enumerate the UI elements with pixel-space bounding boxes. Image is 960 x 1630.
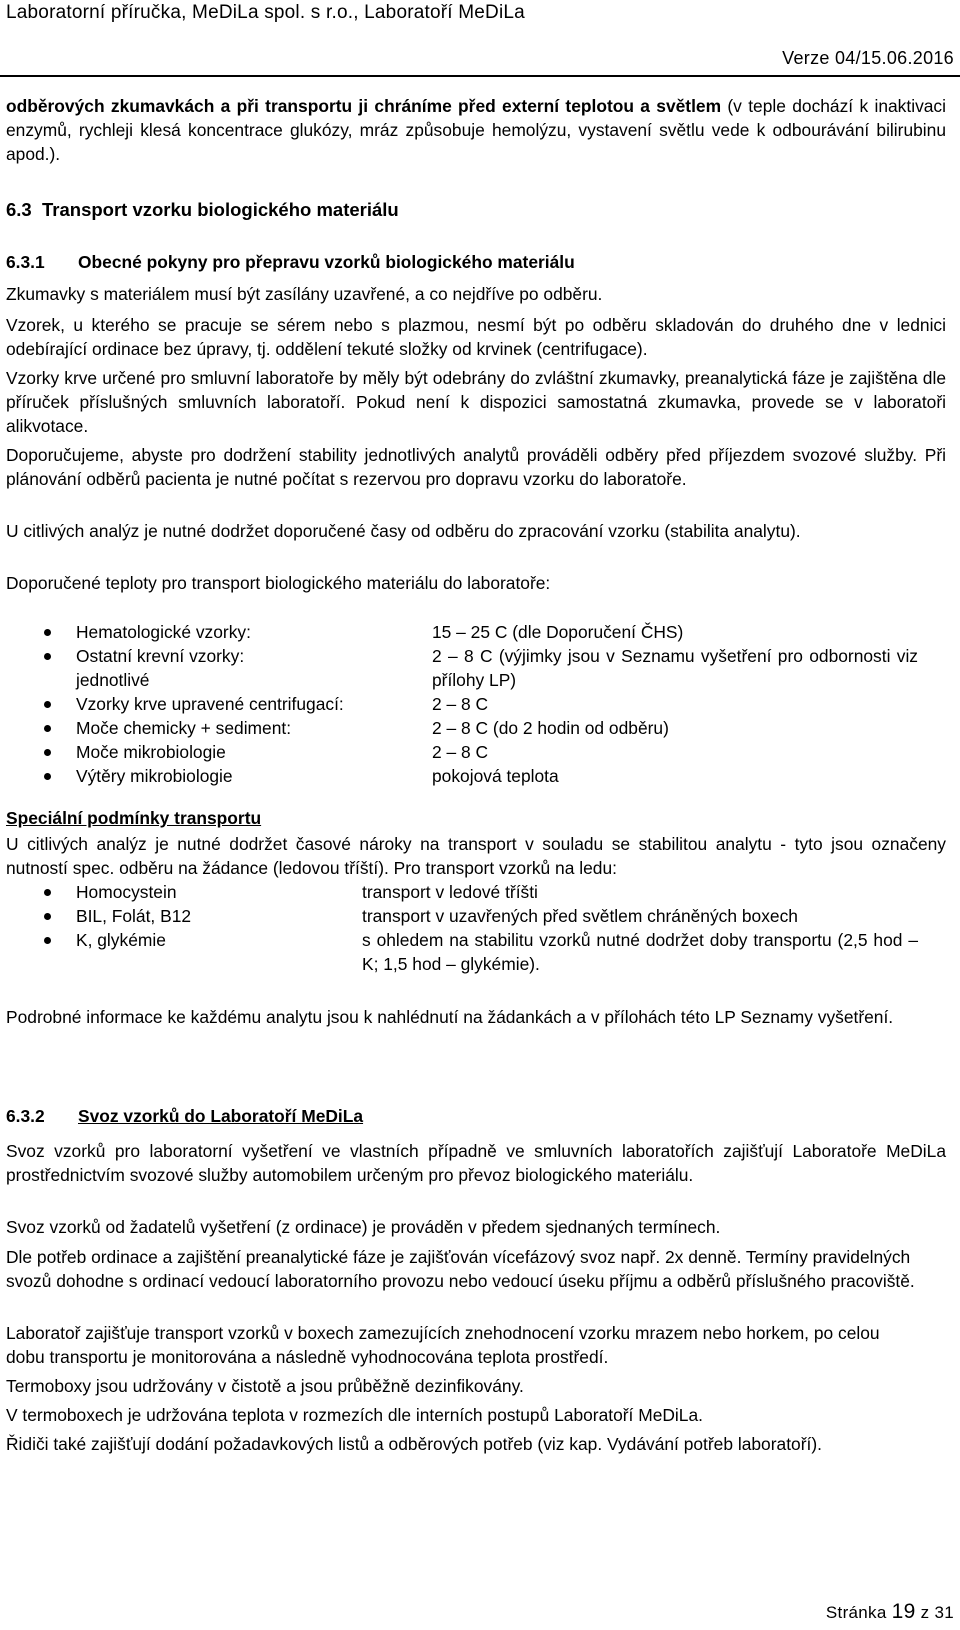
list-item-label: K, glykémie <box>76 930 166 950</box>
header-divider <box>0 75 960 77</box>
intro-bold: odběrových zkumavkách a při transportu ji chráníme před externí teplotou a světlem <box>6 96 722 116</box>
paragraph: Řidiči také zajišťují dodání požadavkových listů a odběrových potřeb (viz kap. Vydávání potřeb laboratoří). <box>6 1434 822 1454</box>
paragraph: Zkumavky s materiálem musí být zasílány uzavřené, a co nejdříve po odběru. <box>6 284 603 304</box>
list-item-label: Moče chemicky + sediment: <box>76 718 292 738</box>
paragraph: Vzorky krve určené pro smluvní laboratoře by měly být odebrány do zvláštní zkumavky, preanalytická fáze je zajištěna dle příruček příslušných smluvních laboratoří. Pokud není k dispozici samostatná zkumavka, provede se v laboratoři alikvotace. <box>6 368 946 436</box>
intro-rest: (v teple dochází k inaktivaci enzymů, rychleji klesá koncentrace glukózy, mráz způsobuje hemolýzu, vystavení světlu vede k odbourávání bilirubinu apod.). <box>6 96 946 164</box>
paragraph: U citlivých analýz je nutné dodržet doporučené časy od odběru do zpracování vzorku (stabilita analytu). <box>6 521 801 541</box>
list-item-value: transport v uzavřených před světlem chráněných boxech <box>362 906 798 926</box>
list-item-label: BIL, Folát, B12 <box>76 906 192 926</box>
list-item-value: s ohledem na stabilitu vzorků nutné dodržet doby transportu (2,5 hod – K; 1,5 hod – glykémie). <box>362 930 918 974</box>
list-item <box>0 928 946 976</box>
paragraph: U citlivých analýz je nutné dodržet časové nároky na transport v souladu se stabilitou analytu - tyto jsou označeny nutností spec. odběru na žádance (ledovou tříští). Pro transport vzorků na ledu: <box>6 834 946 878</box>
page-total: 31 <box>934 1603 954 1622</box>
section-number: 6.3.2 <box>6 1106 45 1126</box>
list-item-label: Vzorky krve upravené centrifugací: <box>76 694 344 714</box>
page-footer <box>826 1600 954 1624</box>
list-item <box>0 620 946 644</box>
list-item-value: pokojová teplota <box>432 766 559 786</box>
section-number: 6.3.1 <box>6 252 45 272</box>
bullet-icon <box>44 773 51 780</box>
list-item <box>0 716 946 740</box>
list-item-label-cont: jednotlivé <box>76 670 150 690</box>
section-title: Svoz vzorků do Laboratoří MeDiLa <box>78 1106 364 1126</box>
header-version: Verze 04/15.06.2016 <box>782 48 954 68</box>
page-number: 19 <box>891 1600 916 1623</box>
section-heading-6-3-1 <box>6 252 575 273</box>
section-number: 6.3 <box>6 199 32 220</box>
bullet-icon <box>44 653 51 660</box>
paragraph: V termoboxech je udržována teplota v rozmezích dle interních postupů Laboratoří MeDiLa. <box>6 1405 703 1425</box>
paragraph: Doporučené teploty pro transport biologického materiálu do laboratoře: <box>6 573 551 593</box>
section-title: Transport vzorku biologického materiálu <box>42 199 399 220</box>
list-item-value: 2 – 8 C <box>432 694 489 714</box>
bullet-icon <box>44 629 51 636</box>
list-item-label: Moče mikrobiologie <box>76 742 226 762</box>
list-item-label: Výtěry mikrobiologie <box>76 766 233 786</box>
paragraph: Dle potřeb ordinace a zajištění preanalytické fáze je zajišťován vícefázový svoz např. 2x denně. Termíny pravidelných svozů dohodne s ordinací vedoucí laboratorního provozu nebo vedoucí úseku příjmu a odběrů příslušného pracoviště. <box>6 1247 915 1291</box>
bullet-icon <box>44 937 51 944</box>
paragraph: Doporučujeme, abyste pro dodržení stability jednotlivých analytů prováděli odběry před příjezdem svozové služby. Při plánování odběrů pacienta je nutné počítat s rezervou pro dopravu vzorku do laboratoře. <box>6 445 946 489</box>
list-item-label: Ostatní krevní vzorky: <box>76 646 245 666</box>
paragraph: Termoboxy jsou udržovány v čistotě a jsou průběžně dezinfikovány. <box>6 1376 524 1396</box>
list-item-label: Homocystein <box>76 882 177 902</box>
footer-of: z <box>920 1603 930 1622</box>
list-item-value: transport v ledové tříšti <box>362 882 538 902</box>
paragraph: Laboratoř zajišťuje transport vzorků v boxech zamezujících znehodnocení vzorku mrazem nebo horkem, po celou dobu transportu je monitorována a následně vyhodnocována teplota prostředí. <box>6 1323 880 1367</box>
list-item <box>0 904 946 928</box>
bullet-icon <box>44 913 51 920</box>
section-title: Obecné pokyny pro přepravu vzorků biologického materiálu <box>78 252 575 272</box>
bullet-icon <box>44 725 51 732</box>
bullet-icon <box>44 889 51 896</box>
list-item <box>0 880 946 904</box>
list-item <box>0 740 946 764</box>
footer-prefix: Stránka <box>825 1603 887 1622</box>
list-item <box>0 692 946 716</box>
section-heading-6-3 <box>6 199 399 221</box>
section-heading-6-3-2 <box>6 1106 363 1127</box>
list-item-value: 2 – 8 C (do 2 hodin od odběru) <box>432 718 669 738</box>
header-title: Laboratorní příručka, MeDiLa spol. s r.o., Laboratoří MeDiLa <box>6 2 525 23</box>
paragraph: Svoz vzorků od žadatelů vyšetření (z ordinace) je prováděn v předem sjednaných termínech. <box>6 1217 721 1237</box>
list-item-value: 2 – 8 C <box>432 742 489 762</box>
list-item-value: 2 – 8 C (výjimky jsou v Seznamu vyšetření pro odbornosti viz přílohy LP) <box>432 646 918 690</box>
bullet-icon <box>44 749 51 756</box>
paragraph: Svoz vzorků pro laboratorní vyšetření ve vlastních případně ve smluvních laboratořích zajišťují Laboratoře MeDiLa prostřednictvím svozové služby automobilem určeným pro převoz biologického materiálu. <box>6 1141 946 1185</box>
bullet-icon <box>44 701 51 708</box>
paragraph: Podrobné informace ke každému analytu jsou k nahlédnutí na žádankách a v přílohách této LP Seznamy vyšetření. <box>6 1007 894 1027</box>
intro-paragraph <box>6 94 946 166</box>
list-item-label: Hematologické vzorky: <box>76 622 251 642</box>
list-item <box>0 644 946 692</box>
special-conditions-heading: Speciální podmínky transportu <box>6 808 262 828</box>
paragraph: Vzorek, u kterého se pracuje se sérem nebo s plazmou, nesmí být po odběru skladován do druhého dne v lednici odebírající ordinace bez úpravy, tj. oddělení tekuté složky od krvinek (centrifugace). <box>6 315 946 359</box>
list-item <box>0 764 946 788</box>
list-item-value: 15 – 25 C (dle Doporučení ČHS) <box>432 622 684 642</box>
